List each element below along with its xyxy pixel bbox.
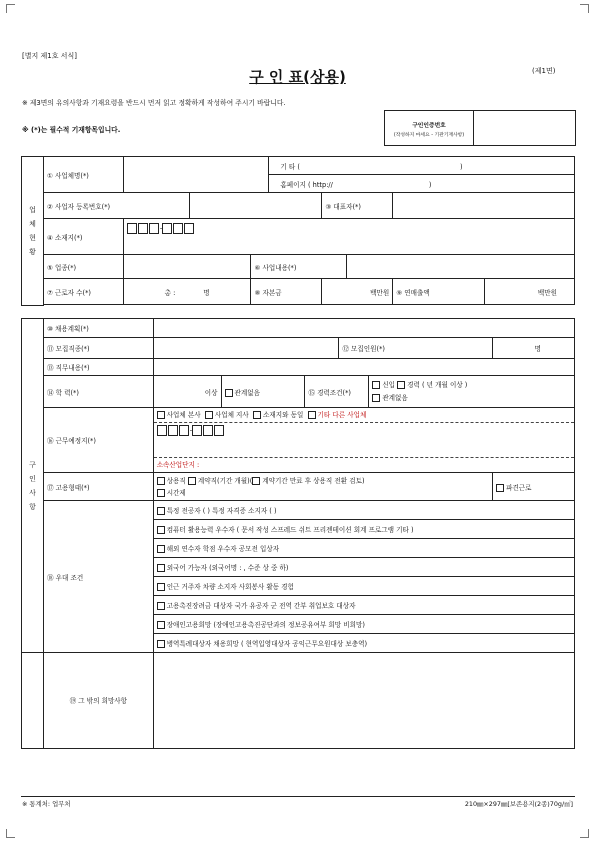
revenue-label: ⑨ 연매출액 [393,279,485,305]
rep-input[interactable] [393,193,575,219]
reference-number-box [384,110,576,146]
industry-input[interactable] [123,255,251,279]
headcount-label: ⑫ 모집인원(*) [339,338,493,359]
business-input[interactable] [347,255,575,279]
footer-rule [21,796,575,797]
homepage-field[interactable]: 홈페이지 ( http:// ) [269,175,575,193]
education-label: ⑭ 학 력(*) [43,376,153,408]
address-input[interactable]: - [123,219,574,255]
plan-input[interactable] [153,319,574,338]
industrial-complex: 소속산업단지 : [156,461,200,469]
education-input[interactable]: 이상 [153,376,221,408]
dispatch-option[interactable]: 파견근로 [493,473,575,501]
reference-number-label: 구인인증번호 [412,123,446,129]
pref-row-8[interactable]: 병역특례대상자 채용희망 ( 현역입영대상자 공익근무요원대상 보충역) [153,634,574,653]
pref-row-6[interactable]: 고용촉진장려금 대상자 국가 유공자 군 전역 간부 취업보호 대상자 [153,596,574,615]
postcode-box-2[interactable] [162,225,195,233]
address-label: ④ 소재지(*) [43,219,123,255]
page-title: 구 인 표(상용) [249,68,346,86]
capital-label: ⑧ 자본금 [251,279,322,305]
footer-right: 210㎜×297㎜[보존용지(2종)70g/㎡] [464,800,573,808]
company-name-label: ① 사업체명(*) [43,157,123,193]
workplace-label: ⑯ 근무예정지(*) [43,408,153,473]
pref-row-5[interactable]: 인근 거주자 차량 소지자 사회봉사 활동 경험 [153,577,574,596]
revenue-input[interactable]: 백만원 [485,279,575,305]
career-label: ⑮ 경력조건(*) [305,376,369,408]
pref-row-7[interactable]: 장애인고용희망 (장애인고용촉진공단과의 정보공유여부 희망 비희망) [153,615,574,634]
duties-input[interactable] [153,359,574,376]
career-options[interactable]: 신입 경력 ( 년 개월 이상 ) 관계없음 [369,376,575,408]
pref-row-1[interactable]: 특정 전공자 ( ) 특정 자격증 소지자 ( ) [153,501,574,520]
crop-mark-top-right [580,4,589,13]
footer-left: ※ 통계처: 업무처 [22,800,71,808]
rep-label: ③ 대표자(*) [322,193,393,219]
job-title-input[interactable] [153,338,339,359]
employment-label: ⑰ 고용형태(*) [43,473,153,501]
pref-row-2[interactable]: 컴퓨터 활용능력 우수자 ( 문서 작성 스프레드 쉬트 프리젠테이션 회계 프로그램 기타 ) [153,520,574,539]
duties-label: ⑬ 직무내용(*) [43,359,153,376]
capital-input[interactable]: 백만원 [322,279,393,305]
other-label: ⑲ 그 밖의 희망사항 [43,653,153,749]
employment-options[interactable]: 상용직 계약직(기간 개월)( 계약기간 만료 후 상용직 전환 검토) 시간제 [153,473,492,501]
plan-label: ⑩ 채용계획(*) [43,319,153,338]
headcount-input[interactable]: 명 [493,338,575,359]
reg-no-input[interactable] [189,193,322,219]
company-name-input[interactable] [123,157,269,193]
reg-no-label: ② 사업자 등록번호(*) [43,193,189,219]
company-section-label: 업체현황 [22,157,44,306]
industry-label: ⑤ 업종(*) [43,255,123,279]
workplace-postcode[interactable] [157,427,190,435]
contact-field[interactable]: 기 타 ( ) [269,157,575,175]
crop-mark-bottom-right [580,829,589,838]
company-table [21,156,575,306]
employees-label: ⑦ 근로자 수(*) [43,279,123,305]
pref-label: ⑱ 우대 조건 [43,501,153,653]
other-input[interactable] [153,653,574,749]
job-section-label: 구인사항 [22,319,44,653]
reference-number-sub: (작성하지 마세요 - 기관기재사항) [393,133,465,138]
education-none-checkbox[interactable]: 관계없음 [221,376,305,408]
job-table [21,318,575,749]
pref-row-3[interactable]: 해외 연수자 학점 우수자 공모전 입상자 [153,539,574,558]
crop-mark-bottom-left [6,829,15,838]
crop-mark-top-left [6,4,15,13]
form-number: [별지 제1호 서식] [22,52,77,60]
notice-text: ※ 제3면의 유의사항과 기재요령을 반드시 먼저 읽고 정확하게 작성하여 주시기 바랍니다. [22,99,286,107]
page-marker: (제1면) [532,67,556,75]
pref-row-4[interactable]: 외국어 가능자 (외국어명 : , 수준 상 중 하) [153,558,574,577]
required-note: ※ (*)는 필수적 기재항목입니다. [22,126,121,134]
workplace-input[interactable]: 사업체 본사 사업체 지사 소재지와 동일 기타 다른 사업체 - 소속산업단지 : [153,408,574,473]
job-title-label: ⑪ 모집직종(*) [43,338,153,359]
business-label: ⑥ 사업내용(*) [251,255,347,279]
postcode-box[interactable] [127,225,160,233]
employees-input[interactable]: 총 : 명 [123,279,251,305]
